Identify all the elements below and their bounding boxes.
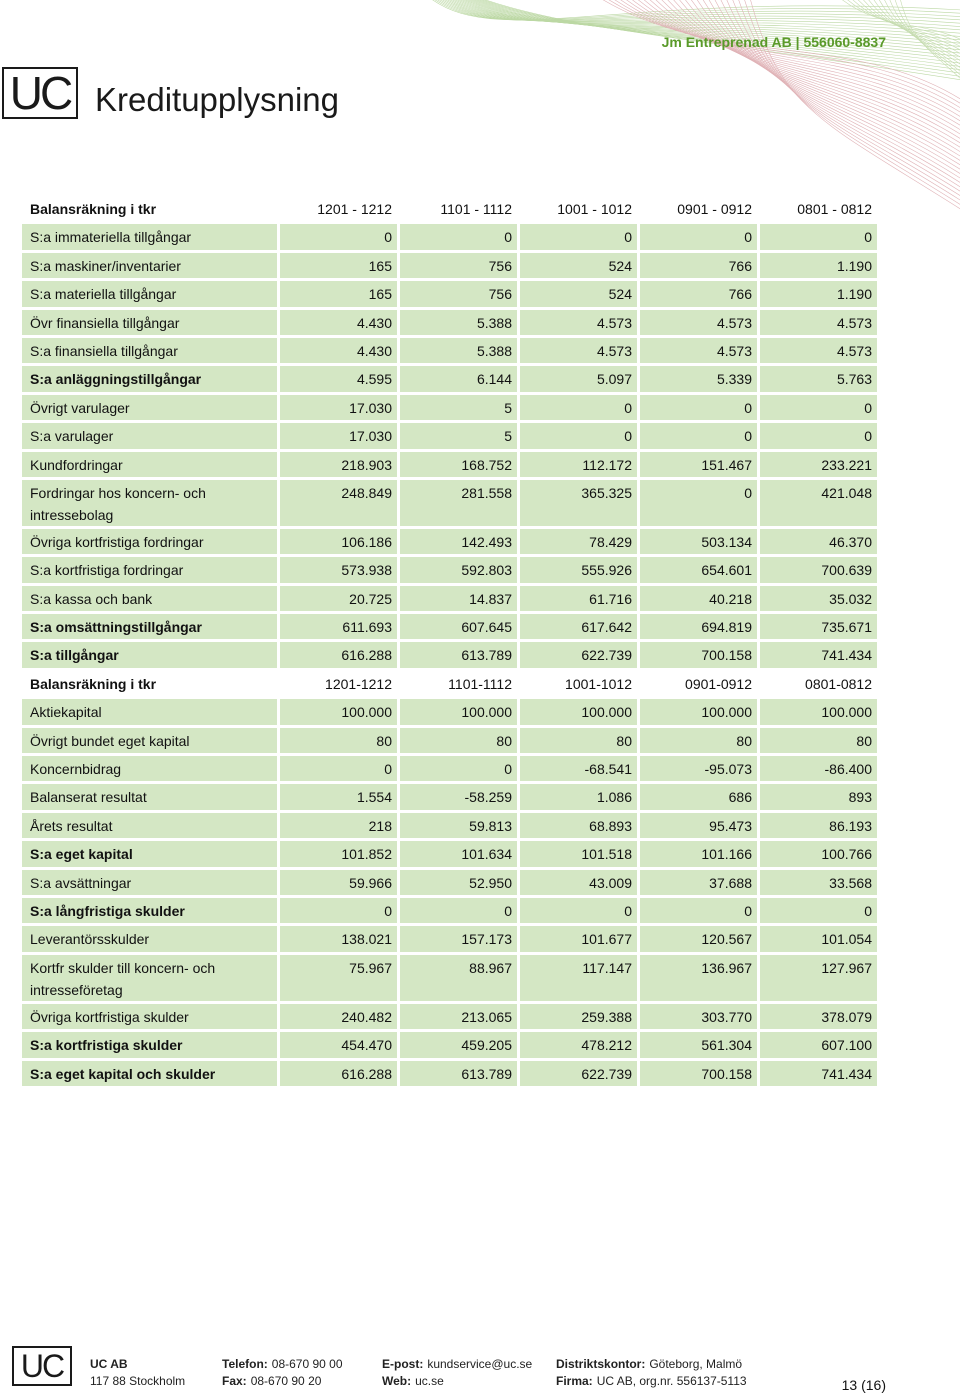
row-value: 766: [640, 281, 757, 306]
row-value: 4.595: [280, 366, 397, 391]
row-label: S:a maskiner/inventarier: [22, 253, 277, 278]
row-value: 100.000: [760, 699, 877, 724]
period-column-header: 0901-0912: [685, 675, 752, 692]
table-row: [22, 728, 877, 753]
row-value: 0: [520, 224, 637, 249]
row-value: 80: [400, 728, 517, 753]
row-value: 78.429: [520, 529, 637, 554]
row-label: S:a anläggningstillgångar: [22, 366, 277, 391]
row-value: 741.434: [760, 642, 877, 667]
row-value: 213.065: [400, 1004, 517, 1029]
row-value: 61.716: [520, 586, 637, 611]
row-value: 0: [280, 898, 397, 923]
row-value: 561.304: [640, 1032, 757, 1057]
row-value: 611.693: [280, 614, 397, 639]
row-value: 303.770: [640, 1004, 757, 1029]
row-value: 0: [280, 756, 397, 781]
row-value: 6.144: [400, 366, 517, 391]
row-value: 136.967: [640, 955, 757, 1001]
table-title: Balansräkning i tkr: [30, 201, 157, 217]
row-value: 365.325: [520, 480, 637, 526]
row-value: 33.568: [760, 870, 877, 895]
row-value: 100.766: [760, 841, 877, 866]
row-label: Kortfr skulder till koncern- och intresseföretag: [22, 955, 277, 1001]
row-label: Övr finansiella tillgångar: [22, 310, 277, 335]
row-value: 555.926: [520, 557, 637, 582]
row-value: 86.193: [760, 813, 877, 838]
row-label: S:a varulager: [22, 423, 277, 448]
period-column-header: 1201-1212: [325, 675, 392, 692]
footer-phone-block: [222, 1356, 343, 1390]
footer-phone-line: [222, 1356, 343, 1373]
report-subject-company: Jm Entreprenad AB | 556060-8837: [661, 34, 886, 50]
row-value: 248.849: [280, 480, 397, 526]
footer-web-label: Web:: [382, 1374, 412, 1388]
table-row: [22, 338, 877, 363]
row-value: -68.541: [520, 756, 637, 781]
row-value: 0: [400, 756, 517, 781]
row-value: 88.967: [400, 955, 517, 1001]
footer-office-block: [556, 1356, 747, 1390]
row-value: 14.837: [400, 586, 517, 611]
row-label: S:a immateriella tillgångar: [22, 224, 277, 249]
row-label: Kundfordringar: [22, 452, 277, 477]
footer-firm-line: [556, 1373, 747, 1390]
row-value: 37.688: [640, 870, 757, 895]
row-value: 80: [760, 728, 877, 753]
footer-fax-line: [222, 1373, 343, 1390]
footer-fax: 08-670 90 20: [250, 1374, 322, 1388]
row-value: 5.388: [400, 338, 517, 363]
table-row: [22, 529, 877, 554]
row-value: 503.134: [640, 529, 757, 554]
row-label: S:a eget kapital och skulder: [22, 1061, 277, 1086]
table-row: [22, 395, 877, 420]
row-value: 218.903: [280, 452, 397, 477]
period-column-header: 1101 - 1112: [440, 201, 512, 217]
row-value: 700.158: [640, 642, 757, 667]
row-value: 0: [400, 898, 517, 923]
row-value: 101.852: [280, 841, 397, 866]
row-value: 59.966: [280, 870, 397, 895]
table-row: [22, 253, 877, 278]
row-value: 106.186: [280, 529, 397, 554]
row-value: 142.493: [400, 529, 517, 554]
row-value: -95.073: [640, 756, 757, 781]
row-value: 233.221: [760, 452, 877, 477]
balance-sheet-body: [22, 196, 877, 1086]
row-value: 524: [520, 253, 637, 278]
footer-contact-block: [382, 1356, 532, 1390]
row-value: 766: [640, 253, 757, 278]
wave-line: [606, 0, 960, 104]
row-value: 138.021: [280, 926, 397, 951]
row-value: -58.259: [400, 784, 517, 809]
row-value: 95.473: [640, 813, 757, 838]
row-value: 5.097: [520, 366, 637, 391]
row-value: 0: [520, 395, 637, 420]
row-value: 80: [280, 728, 397, 753]
row-value: 0: [760, 224, 877, 249]
row-value: 17.030: [280, 423, 397, 448]
row-value: 4.573: [760, 338, 877, 363]
row-value: 5.339: [640, 366, 757, 391]
row-value: 607.100: [760, 1032, 877, 1057]
row-label: S:a tillgångar: [22, 642, 277, 667]
row-value: 616.288: [280, 1061, 397, 1086]
footer-phone: 08-670 90 00: [271, 1357, 343, 1371]
period-column-header: 1001 - 1012: [557, 201, 632, 217]
row-value: 120.567: [640, 926, 757, 951]
row-label: Leverantörsskulder: [22, 926, 277, 951]
balance-sheet-table: [19, 193, 880, 1089]
wave-line: [466, 0, 960, 60]
row-value: 378.079: [760, 1004, 877, 1029]
row-value: 454.470: [280, 1032, 397, 1057]
row-value: 893: [760, 784, 877, 809]
row-value: 421.048: [760, 480, 877, 526]
row-value: 101.054: [760, 926, 877, 951]
wave-line: [696, 0, 960, 170]
table-row: [22, 366, 877, 391]
page-number: 13 (16): [841, 1377, 886, 1393]
row-value: 0: [640, 395, 757, 420]
footer-web-line: [382, 1373, 532, 1390]
row-value: 0: [520, 898, 637, 923]
row-value: 80: [520, 728, 637, 753]
table-row: [22, 281, 877, 306]
row-value: 5.388: [400, 310, 517, 335]
row-value: 165: [280, 253, 397, 278]
table-row: [22, 1004, 877, 1029]
row-value: 4.573: [760, 310, 877, 335]
table-header-row: [22, 196, 877, 221]
row-value: 0: [640, 898, 757, 923]
row-value: 616.288: [280, 642, 397, 667]
wave-line: [642, 0, 960, 131]
row-value: 573.938: [280, 557, 397, 582]
row-label: S:a kortfristiga fordringar: [22, 557, 277, 582]
row-value: 165: [280, 281, 397, 306]
row-value: 46.370: [760, 529, 877, 554]
row-value: 0: [280, 224, 397, 249]
row-value: -86.400: [760, 756, 877, 781]
period-column-header: 0801 - 0812: [797, 201, 872, 217]
row-value: 100.000: [400, 699, 517, 724]
row-label: Övrigt varulager: [22, 395, 277, 420]
footer-district-line: [556, 1356, 747, 1373]
footer-firm: UC AB, org.nr. 556137-5113: [596, 1374, 747, 1388]
row-value: 117.147: [520, 955, 637, 1001]
table-row: [22, 423, 877, 448]
table-row: [22, 813, 877, 838]
table-row: [22, 784, 877, 809]
row-value: 1.086: [520, 784, 637, 809]
row-value: 756: [400, 253, 517, 278]
footer-company-name: UC AB: [90, 1357, 128, 1371]
table-row: [22, 841, 877, 866]
row-label: Årets resultat: [22, 813, 277, 838]
row-value: 1.190: [760, 281, 877, 306]
row-value: 35.032: [760, 586, 877, 611]
row-value: 0: [760, 395, 877, 420]
period-column-header: 1201 - 1212: [317, 201, 392, 217]
row-value: 686: [640, 784, 757, 809]
row-value: 80: [640, 728, 757, 753]
row-value: 0: [520, 423, 637, 448]
row-value: 75.967: [280, 955, 397, 1001]
row-value: 613.789: [400, 642, 517, 667]
row-value: 127.967: [760, 955, 877, 1001]
row-label: Övrigt bundet eget kapital: [22, 728, 277, 753]
row-value: 59.813: [400, 813, 517, 838]
row-value: 5.763: [760, 366, 877, 391]
footer-phone-label: Telefon:: [222, 1357, 268, 1371]
row-value: 240.482: [280, 1004, 397, 1029]
footer-district: Göteborg, Malmö: [649, 1357, 743, 1371]
row-value: 4.573: [640, 310, 757, 335]
row-value: 157.173: [400, 926, 517, 951]
row-value: 4.573: [520, 310, 637, 335]
table-row: [22, 310, 877, 335]
table-row: [22, 452, 877, 477]
row-value: 478.212: [520, 1032, 637, 1057]
period-column-header: 0901 - 0912: [677, 201, 752, 217]
table-row: [22, 1032, 877, 1057]
row-value: 4.573: [520, 338, 637, 363]
row-value: 151.467: [640, 452, 757, 477]
row-value: 101.518: [520, 841, 637, 866]
row-label: S:a kortfristiga skulder: [22, 1032, 277, 1057]
row-value: 100.000: [640, 699, 757, 724]
row-value: 613.789: [400, 1061, 517, 1086]
period-column-header: 1001-1012: [565, 675, 632, 692]
row-value: 1.554: [280, 784, 397, 809]
row-value: 5: [400, 423, 517, 448]
row-value: 40.218: [640, 586, 757, 611]
row-label: Koncernbidrag: [22, 756, 277, 781]
row-label: Fordringar hos koncern- och intressebolag: [22, 480, 277, 526]
row-value: 52.950: [400, 870, 517, 895]
period-column-header: 0801-0812: [805, 675, 872, 692]
table-row: [22, 955, 877, 1001]
row-value: 100.000: [280, 699, 397, 724]
table-row: [22, 699, 877, 724]
wave-line: [900, 0, 960, 80]
row-value: 259.388: [520, 1004, 637, 1029]
row-value: 700.639: [760, 557, 877, 582]
row-label: S:a eget kapital: [22, 841, 277, 866]
row-value: 654.601: [640, 557, 757, 582]
footer-district-label: Distriktskontor:: [556, 1357, 646, 1371]
row-value: 100.000: [520, 699, 637, 724]
row-label: S:a kassa och bank: [22, 586, 277, 611]
row-value: 524: [520, 281, 637, 306]
table-row: [22, 870, 877, 895]
row-value: 0: [760, 423, 877, 448]
row-label: Övriga kortfristiga skulder: [22, 1004, 277, 1029]
row-value: 4.430: [280, 310, 397, 335]
table-row: [22, 224, 877, 249]
table-row: [22, 898, 877, 923]
row-label: Balanserat resultat: [22, 784, 277, 809]
table-title: Balansräkning i tkr: [30, 675, 157, 692]
footer-email: kundservice@uc.se: [427, 1357, 533, 1371]
row-label: S:a finansiella tillgångar: [22, 338, 277, 363]
row-label: Aktiekapital: [22, 699, 277, 724]
row-label: S:a omsättningstillgångar: [22, 614, 277, 639]
row-value: 741.434: [760, 1061, 877, 1086]
row-value: 700.158: [640, 1061, 757, 1086]
row-value: 756: [400, 281, 517, 306]
table-row: [22, 586, 877, 611]
row-value: 459.205: [400, 1032, 517, 1057]
row-value: 4.430: [280, 338, 397, 363]
row-value: 68.893: [520, 813, 637, 838]
table-row: [22, 756, 877, 781]
row-value: 0: [640, 423, 757, 448]
row-value: 622.739: [520, 642, 637, 667]
row-label: Övriga kortfristiga fordringar: [22, 529, 277, 554]
uc-logo: UC: [2, 67, 78, 119]
table-header-row: [22, 671, 877, 696]
row-value: 0: [640, 224, 757, 249]
row-value: 5: [400, 395, 517, 420]
row-value: 0: [640, 480, 757, 526]
footer-address: 117 88 Stockholm: [90, 1374, 186, 1388]
row-value: 17.030: [280, 395, 397, 420]
row-value: 0: [760, 898, 877, 923]
table-row: [22, 614, 877, 639]
table-row: [22, 557, 877, 582]
row-value: 694.819: [640, 614, 757, 639]
row-value: 218: [280, 813, 397, 838]
row-value: 0: [400, 224, 517, 249]
footer-email-label: E-post:: [382, 1357, 424, 1371]
footer-fax-label: Fax:: [222, 1374, 247, 1388]
row-value: 101.166: [640, 841, 757, 866]
row-value: 101.677: [520, 926, 637, 951]
row-value: 43.009: [520, 870, 637, 895]
row-value: 4.573: [640, 338, 757, 363]
row-value: 281.558: [400, 480, 517, 526]
row-value: 735.671: [760, 614, 877, 639]
footer-firm-label: Firma:: [556, 1374, 593, 1388]
footer-web: uc.se: [415, 1374, 444, 1388]
row-label: S:a materiella tillgångar: [22, 281, 277, 306]
table-row: [22, 926, 877, 951]
row-value: 607.645: [400, 614, 517, 639]
page-title: Kreditupplysning: [95, 81, 339, 118]
row-value: 101.634: [400, 841, 517, 866]
row-value: 622.739: [520, 1061, 637, 1086]
row-value: 1.190: [760, 253, 877, 278]
footer-company-block: [90, 1356, 185, 1390]
row-value: 20.725: [280, 586, 397, 611]
row-label: S:a avsättningar: [22, 870, 277, 895]
footer-email-line: [382, 1356, 532, 1373]
period-column-header: 1101-1112: [448, 675, 512, 692]
row-label: S:a långfristiga skulder: [22, 898, 277, 923]
row-value: 617.642: [520, 614, 637, 639]
wave-line: [672, 0, 960, 153]
table-row: [22, 642, 877, 667]
footer-uc-logo: UC: [12, 1346, 72, 1386]
row-value: 112.172: [520, 452, 637, 477]
table-row: [22, 480, 877, 526]
row-value: 168.752: [400, 452, 517, 477]
row-value: 592.803: [400, 557, 517, 582]
table-row: [22, 1061, 877, 1086]
